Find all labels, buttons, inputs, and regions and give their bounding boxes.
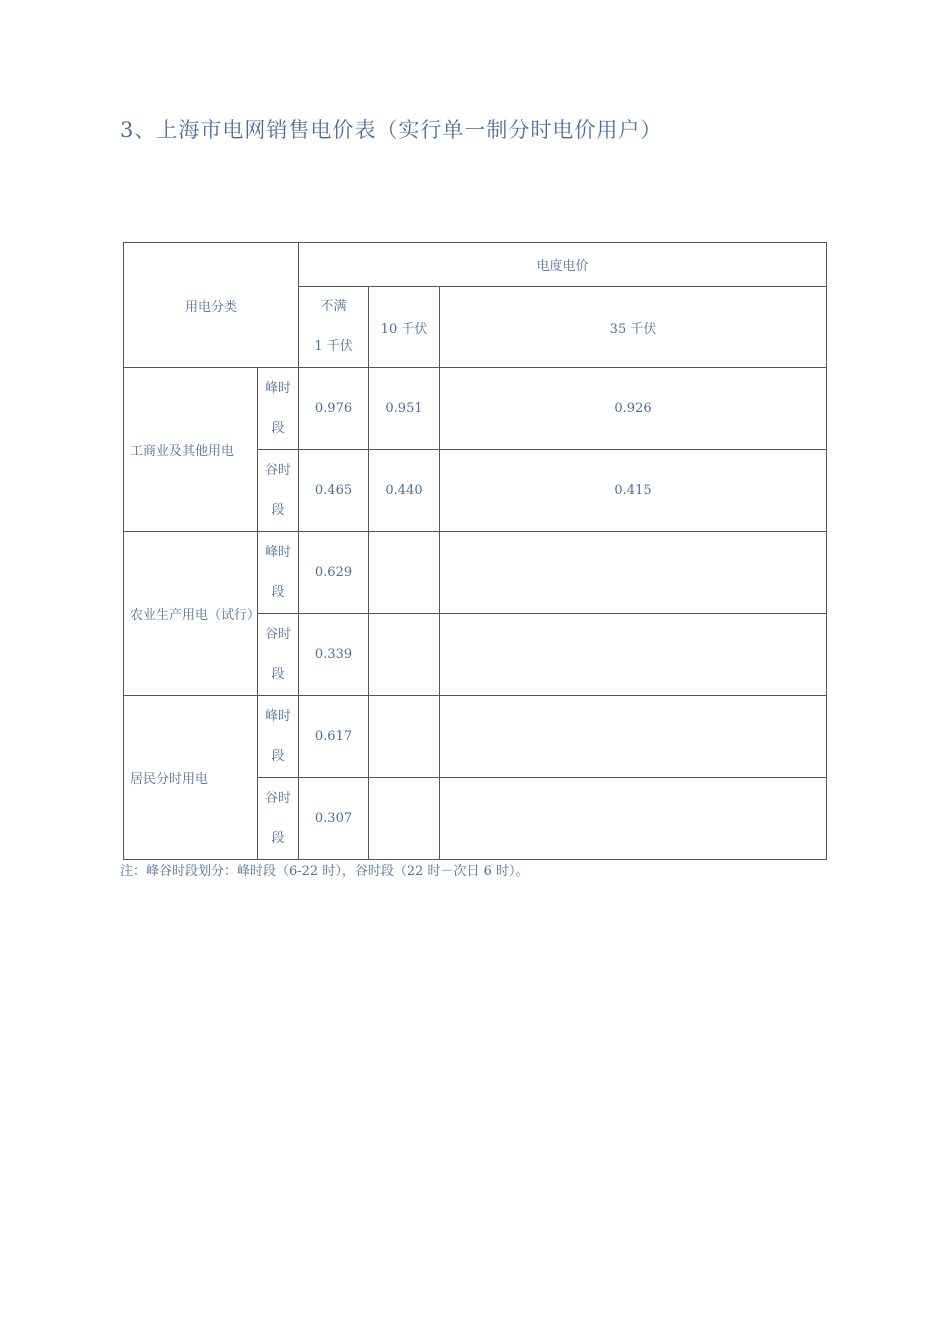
- category-residential: 居民分时用电: [124, 696, 258, 860]
- price-cell: [369, 532, 440, 614]
- price-cell: 0.617: [299, 696, 369, 778]
- voltage-header-10kv: 10 千伏: [369, 287, 440, 368]
- category-header: 用电分类: [124, 243, 299, 368]
- price-cell: [369, 614, 440, 696]
- period-peak: [258, 532, 299, 614]
- period-valley: [258, 614, 299, 696]
- category-commercial: 工商业及其他用电: [124, 368, 258, 532]
- price-cell: [440, 696, 827, 778]
- period-line: 段: [271, 584, 285, 600]
- period-line: 段: [271, 748, 285, 764]
- period-peak: [258, 696, 299, 778]
- price-cell: 0.339: [299, 614, 369, 696]
- price-cell: 0.926: [440, 368, 827, 450]
- price-cell: 0.415: [440, 450, 827, 532]
- price-cell: [440, 532, 827, 614]
- period-line: 谷时: [265, 790, 292, 806]
- period-line: 段: [271, 420, 285, 436]
- voltage-header-under-1kv: [299, 287, 369, 368]
- voltage-header-line: 1 千伏: [314, 339, 353, 354]
- price-table: [123, 242, 827, 860]
- period-line: 峰时: [265, 380, 292, 396]
- price-cell: 0.951: [369, 368, 440, 450]
- footnote: 注：峰谷时段划分：峰时段（6-22 时），谷时段（22 时－次日 6 时）。: [120, 864, 529, 879]
- page-title: 3、上海市电网销售电价表（实行单一制分时电价用户）: [120, 118, 663, 142]
- price-cell: 0.976: [299, 368, 369, 450]
- period-line: 段: [271, 830, 285, 846]
- period-valley: [258, 778, 299, 860]
- price-cell: 0.440: [369, 450, 440, 532]
- category-agriculture: 农业生产用电（试行）: [124, 532, 258, 696]
- period-line: 谷时: [265, 626, 292, 642]
- period-line: 谷时: [265, 462, 292, 478]
- voltage-header-35kv: 35 千伏: [440, 287, 827, 368]
- price-cell: 0.629: [299, 532, 369, 614]
- period-peak: [258, 368, 299, 450]
- price-cell: [440, 778, 827, 860]
- price-cell: 0.307: [299, 778, 369, 860]
- price-header: 电度电价: [299, 243, 827, 287]
- period-line: 峰时: [265, 708, 292, 724]
- period-line: 峰时: [265, 544, 292, 560]
- price-cell: 0.465: [299, 450, 369, 532]
- price-cell: [369, 778, 440, 860]
- price-cell: [369, 696, 440, 778]
- price-cell: [440, 614, 827, 696]
- period-line: 段: [271, 666, 285, 682]
- period-line: 段: [271, 502, 285, 518]
- voltage-header-line: 不满: [320, 299, 347, 314]
- period-valley: [258, 450, 299, 532]
